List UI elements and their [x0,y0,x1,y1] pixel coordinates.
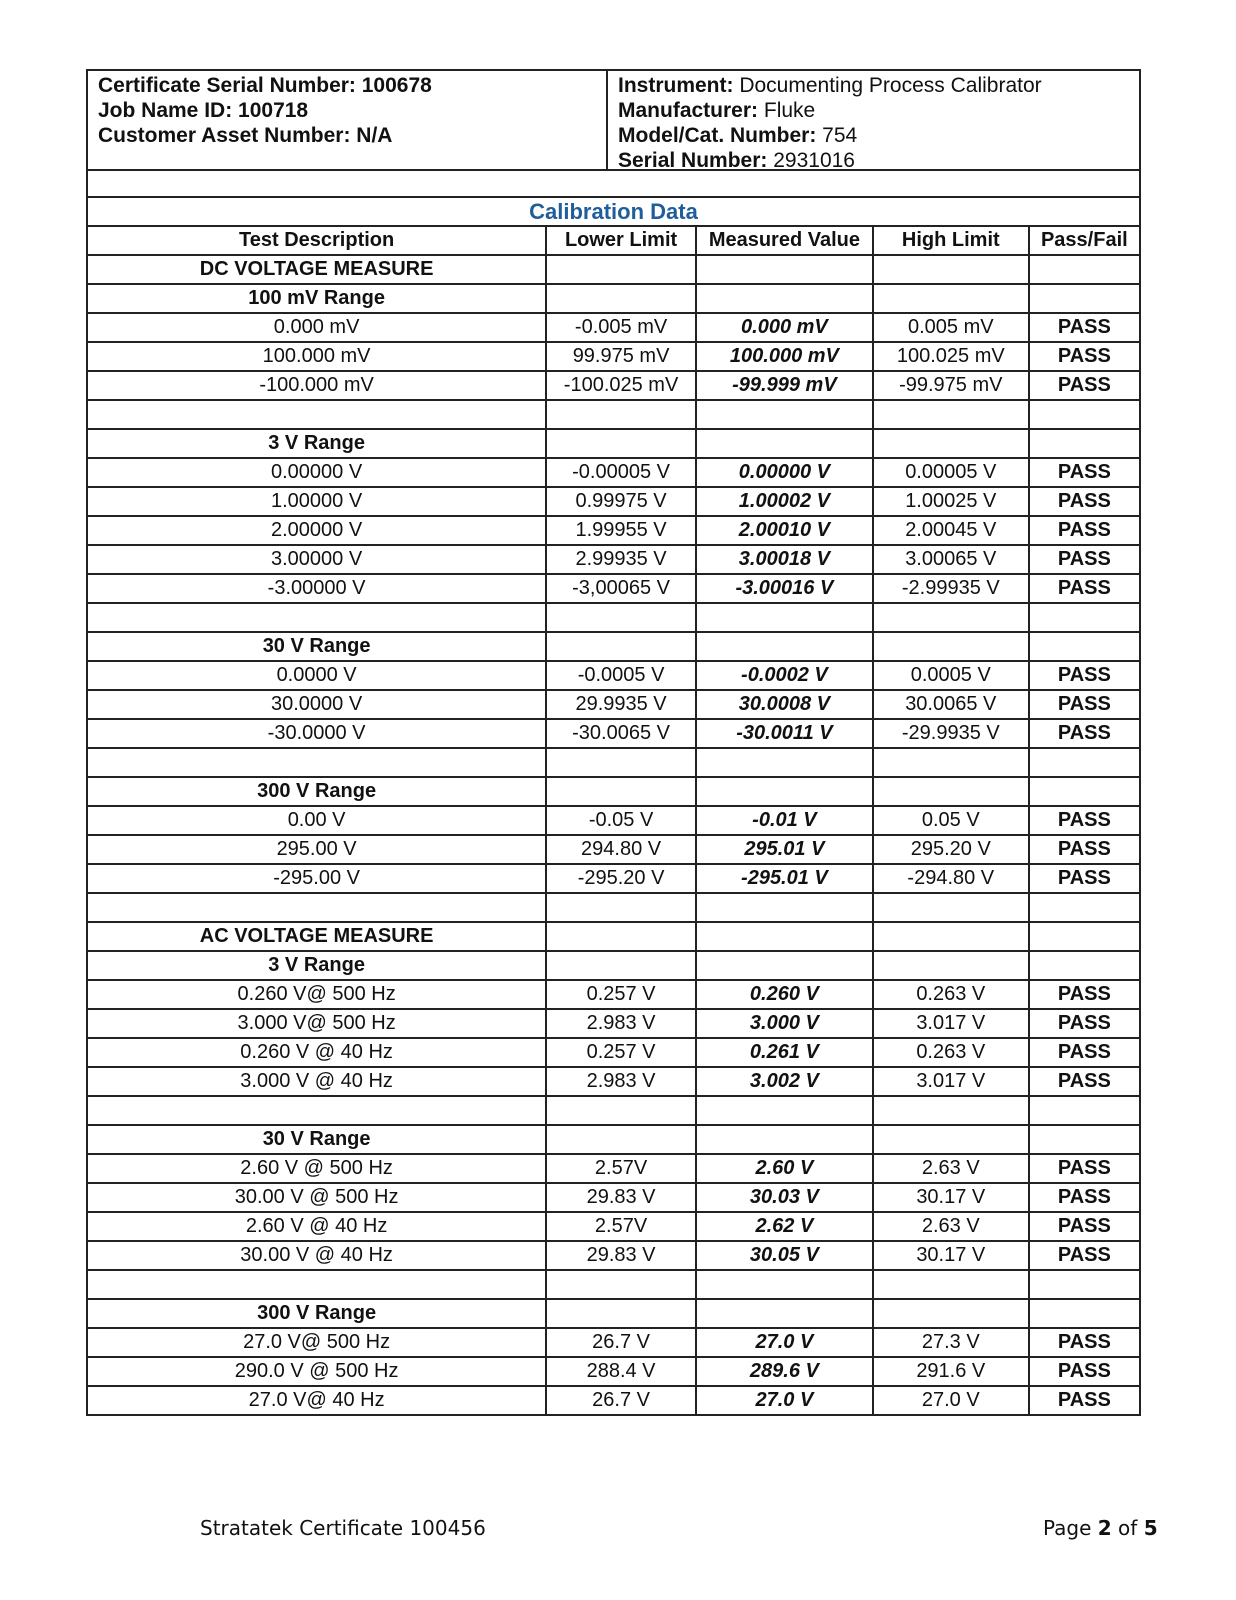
cell-measured-value: 3.000 V [696,1009,873,1038]
cell-measured-value: 27.0 V [696,1386,873,1415]
table-row [87,487,1140,516]
page-prefix: Page [1043,1516,1098,1540]
cell-measured-value: -3.00016 V [696,574,873,603]
cell-lower-limit [546,777,696,806]
cell-high-limit: 0.263 V [873,1038,1029,1067]
cell-pass-fail [1029,1096,1140,1125]
cell-test-description [87,603,546,632]
cell-high-limit: 2.00045 V [873,516,1029,545]
cell-measured-value [696,1125,873,1154]
cell-measured-value [696,400,873,429]
column-header-high-limit: High Limit [873,226,1029,255]
table-row [87,313,1140,342]
cell-lower-limit [546,893,696,922]
cell-measured-value [696,284,873,313]
cell-lower-limit [546,429,696,458]
cell-measured-value: -0.0002 V [696,661,873,690]
cell-lower-limit: -0.05 V [546,806,696,835]
cell-pass-fail: PASS [1029,690,1140,719]
cell-pass-fail: PASS [1029,371,1140,400]
group-row [87,1125,1140,1154]
cell-pass-fail [1029,1299,1140,1328]
cell-lower-limit [546,1125,696,1154]
cell-measured-value: 27.0 V [696,1328,873,1357]
table-title: Calibration Data [87,197,1140,226]
table-row [87,806,1140,835]
table-row [87,1386,1140,1415]
cell-pass-fail: PASS [1029,980,1140,1009]
model-value: 754 [816,124,858,147]
cell-test-description: 27.0 V@ 40 Hz [87,1386,546,1415]
header-spacer-row [86,169,1141,198]
cell-lower-limit: 2.983 V [546,1009,696,1038]
cell-lower-limit: -0.0005 V [546,661,696,690]
cell-measured-value [696,951,873,980]
cell-test-description: -30.0000 V [87,719,546,748]
cell-measured-value: 3.002 V [696,1067,873,1096]
cell-test-description: 3.000 V@ 500 Hz [87,1009,546,1038]
cell-test-description: -3.00000 V [87,574,546,603]
column-header-test-description: Test Description [87,226,546,255]
model-label: Model/Cat. Number: [618,124,817,147]
cell-lower-limit: 2.99935 V [546,545,696,574]
table-title-row [87,197,1140,226]
group-row [87,1299,1140,1328]
header-right [608,71,1139,172]
cell-test-description: 2.60 V @ 500 Hz [87,1154,546,1183]
cell-measured-value [696,429,873,458]
cell-pass-fail [1029,951,1140,980]
cell-test-description: 100.000 mV [87,342,546,371]
cell-lower-limit [546,400,696,429]
cell-pass-fail [1029,603,1140,632]
cell-lower-limit: 288.4 V [546,1357,696,1386]
customer-asset-number: Customer Asset Number: N/A [98,124,393,147]
cell-high-limit: 0.0005 V [873,661,1029,690]
cell-lower-limit: -30.0065 V [546,719,696,748]
certificate-serial-number: Certificate Serial Number: 100678 [98,74,432,97]
cell-pass-fail: PASS [1029,545,1140,574]
cell-measured-value: 0.260 V [696,980,873,1009]
cell-high-limit: 3.017 V [873,1067,1029,1096]
cell-test-description: -100.000 mV [87,371,546,400]
job-name-id: Job Name ID: 100718 [98,99,309,122]
table-row [87,1067,1140,1096]
cell-high-limit [873,777,1029,806]
cell-high-limit [873,429,1029,458]
certificate-header [86,69,1141,171]
cell-measured-value: 2.62 V [696,1212,873,1241]
cell-pass-fail: PASS [1029,1183,1140,1212]
cell-pass-fail: PASS [1029,1386,1140,1415]
cell-lower-limit [546,1270,696,1299]
cell-pass-fail: PASS [1029,458,1140,487]
cell-measured-value: 30.0008 V [696,690,873,719]
cell-test-description: 300 V Range [87,1299,546,1328]
cell-high-limit [873,603,1029,632]
cell-test-description [87,893,546,922]
cell-lower-limit: 2.57V [546,1154,696,1183]
cell-high-limit [873,1270,1029,1299]
cell-pass-fail [1029,1125,1140,1154]
group-row [87,284,1140,313]
cell-test-description [87,748,546,777]
cell-lower-limit: 29.83 V [546,1183,696,1212]
cell-measured-value: -295.01 V [696,864,873,893]
table-row [87,1212,1140,1241]
manufacturer-line [618,98,1129,123]
cell-high-limit: 30.17 V [873,1183,1029,1212]
cell-pass-fail: PASS [1029,1038,1140,1067]
cell-pass-fail: PASS [1029,806,1140,835]
serial-label: Serial Number: [618,149,768,172]
cell-measured-value: 0.261 V [696,1038,873,1067]
table-row [87,574,1140,603]
cell-high-limit [873,951,1029,980]
model-line [618,123,1129,148]
cell-pass-fail: PASS [1029,1154,1140,1183]
blank-row [87,893,1140,922]
blank-row [87,603,1140,632]
table-row [87,545,1140,574]
cell-test-description: 3.000 V @ 40 Hz [87,1067,546,1096]
group-row [87,429,1140,458]
calibration-data-table [86,196,1141,1416]
cell-test-description: 0.0000 V [87,661,546,690]
cell-measured-value [696,255,873,284]
cell-test-description: 30 V Range [87,632,546,661]
table-row [87,835,1140,864]
cell-high-limit [873,748,1029,777]
cell-test-description: 27.0 V@ 500 Hz [87,1328,546,1357]
cell-high-limit: -99.975 mV [873,371,1029,400]
cell-test-description: 0.260 V@ 500 Hz [87,980,546,1009]
cell-pass-fail: PASS [1029,313,1140,342]
column-header-pass-fail: Pass/Fail [1029,226,1140,255]
cell-high-limit [873,1096,1029,1125]
cell-pass-fail [1029,1270,1140,1299]
cell-test-description: DC VOLTAGE MEASURE [87,255,546,284]
cell-lower-limit: 2.983 V [546,1067,696,1096]
table-row [87,661,1140,690]
cell-lower-limit: 0.99975 V [546,487,696,516]
cell-high-limit [873,1299,1029,1328]
cell-high-limit [873,922,1029,951]
cell-pass-fail: PASS [1029,516,1140,545]
cell-measured-value [696,1270,873,1299]
table-row [87,458,1140,487]
cell-high-limit: 2.63 V [873,1212,1029,1241]
cell-pass-fail [1029,922,1140,951]
section-row [87,922,1140,951]
cell-measured-value: 2.60 V [696,1154,873,1183]
cell-test-description: 3 V Range [87,429,546,458]
cell-test-description [87,1270,546,1299]
cell-measured-value: -0.01 V [696,806,873,835]
cell-lower-limit [546,748,696,777]
cell-lower-limit: 26.7 V [546,1328,696,1357]
cell-pass-fail [1029,893,1140,922]
cell-high-limit: 291.6 V [873,1357,1029,1386]
blank-row [87,1270,1140,1299]
table-body [87,255,1140,1415]
cell-measured-value: 30.03 V [696,1183,873,1212]
table-row [87,1154,1140,1183]
cell-high-limit: 27.3 V [873,1328,1029,1357]
cell-high-limit: 100.025 mV [873,342,1029,371]
cell-lower-limit: -0.005 mV [546,313,696,342]
cell-measured-value [696,1299,873,1328]
cell-test-description: 2.60 V @ 40 Hz [87,1212,546,1241]
table-row [87,864,1140,893]
table-row [87,690,1140,719]
cell-high-limit: 295.20 V [873,835,1029,864]
cell-lower-limit: 29.9935 V [546,690,696,719]
cell-measured-value: -30.0011 V [696,719,873,748]
cell-pass-fail: PASS [1029,1009,1140,1038]
cell-lower-limit [546,1096,696,1125]
cell-high-limit: 30.17 V [873,1241,1029,1270]
table-row [87,719,1140,748]
header-left [88,71,608,169]
cell-lower-limit: -100.025 mV [546,371,696,400]
cell-high-limit [873,893,1029,922]
cell-pass-fail: PASS [1029,574,1140,603]
cell-test-description: 1.00000 V [87,487,546,516]
cell-lower-limit [546,922,696,951]
cell-lower-limit [546,255,696,284]
cell-high-limit [873,255,1029,284]
table-row [87,1009,1140,1038]
cell-high-limit [873,1125,1029,1154]
cell-pass-fail: PASS [1029,487,1140,516]
cell-high-limit: 1.00025 V [873,487,1029,516]
cell-high-limit: 0.005 mV [873,313,1029,342]
manufacturer-value: Fluke [758,99,816,122]
cell-high-limit: 0.05 V [873,806,1029,835]
cell-lower-limit: 294.80 V [546,835,696,864]
table-row [87,1183,1140,1212]
group-row [87,777,1140,806]
cell-pass-fail: PASS [1029,1241,1140,1270]
cell-measured-value: 0.00000 V [696,458,873,487]
cell-lower-limit: 99.975 mV [546,342,696,371]
cell-pass-fail: PASS [1029,1328,1140,1357]
cell-lower-limit: 29.83 V [546,1241,696,1270]
cell-test-description: 30.0000 V [87,690,546,719]
cell-test-description [87,1096,546,1125]
cell-measured-value: 1.00002 V [696,487,873,516]
cell-high-limit: 0.263 V [873,980,1029,1009]
table-row [87,980,1140,1009]
cell-measured-value [696,603,873,632]
cell-test-description: 100 mV Range [87,284,546,313]
cell-high-limit: 27.0 V [873,1386,1029,1415]
column-header-row [87,226,1140,255]
instrument-label: Instrument: [618,74,734,97]
cell-pass-fail [1029,777,1140,806]
instrument-value: Documenting Process Calibrator [733,74,1042,97]
cell-pass-fail: PASS [1029,719,1140,748]
cell-lower-limit: 0.257 V [546,980,696,1009]
page-current: 2 [1097,1516,1112,1540]
table-row [87,1328,1140,1357]
cell-pass-fail: PASS [1029,1357,1140,1386]
cell-measured-value: 100.000 mV [696,342,873,371]
cell-lower-limit [546,951,696,980]
cell-test-description: 0.260 V @ 40 Hz [87,1038,546,1067]
table-row [87,342,1140,371]
cell-lower-limit: 2.57V [546,1212,696,1241]
cell-test-description: 0.00000 V [87,458,546,487]
cell-test-description [87,400,546,429]
table-row [87,1241,1140,1270]
cell-pass-fail: PASS [1029,1067,1140,1096]
cell-test-description: 30 V Range [87,1125,546,1154]
cell-lower-limit: -0.00005 V [546,458,696,487]
footer-certificate-label: Stratatek Certificate 100456 [200,1516,486,1540]
cell-test-description: 30.00 V @ 500 Hz [87,1183,546,1212]
table-row [87,1357,1140,1386]
cell-high-limit: 30.0065 V [873,690,1029,719]
blank-row [87,400,1140,429]
cell-lower-limit [546,632,696,661]
cell-test-description: 295.00 V [87,835,546,864]
group-row [87,632,1140,661]
blank-row [87,748,1140,777]
cell-pass-fail: PASS [1029,661,1140,690]
cell-measured-value: 3.00018 V [696,545,873,574]
cell-test-description: 3 V Range [87,951,546,980]
section-row [87,255,1140,284]
cell-lower-limit: -295.20 V [546,864,696,893]
group-row [87,951,1140,980]
cell-high-limit: 3.00065 V [873,545,1029,574]
cell-high-limit [873,632,1029,661]
cell-measured-value [696,748,873,777]
cell-test-description: 0.00 V [87,806,546,835]
cell-measured-value: 0.000 mV [696,313,873,342]
table-row [87,516,1140,545]
cell-test-description: 3.00000 V [87,545,546,574]
cell-high-limit: 3.017 V [873,1009,1029,1038]
cell-measured-value: 289.6 V [696,1357,873,1386]
cell-measured-value [696,893,873,922]
cell-test-description: 300 V Range [87,777,546,806]
page-total: 5 [1143,1516,1158,1540]
cell-high-limit [873,400,1029,429]
table-row [87,1038,1140,1067]
manufacturer-label: Manufacturer: [618,99,759,122]
blank-row [87,1096,1140,1125]
table-row [87,371,1140,400]
cell-test-description: 290.0 V @ 500 Hz [87,1357,546,1386]
cell-high-limit: -294.80 V [873,864,1029,893]
cell-high-limit [873,284,1029,313]
cell-high-limit: -2.99935 V [873,574,1029,603]
cell-lower-limit [546,284,696,313]
cell-test-description: AC VOLTAGE MEASURE [87,922,546,951]
cell-lower-limit [546,1299,696,1328]
cell-pass-fail [1029,632,1140,661]
cell-measured-value: 295.01 V [696,835,873,864]
cell-lower-limit: 26.7 V [546,1386,696,1415]
cell-high-limit: -29.9935 V [873,719,1029,748]
cell-test-description: -295.00 V [87,864,546,893]
cell-pass-fail [1029,748,1140,777]
column-header-measured-value: Measured Value [696,226,873,255]
cell-high-limit: 0.00005 V [873,458,1029,487]
cell-pass-fail: PASS [1029,342,1140,371]
cell-pass-fail: PASS [1029,864,1140,893]
cell-pass-fail: PASS [1029,1212,1140,1241]
footer-page-number [1043,1516,1158,1540]
cell-test-description: 30.00 V @ 40 Hz [87,1241,546,1270]
cell-lower-limit: -3,00065 V [546,574,696,603]
cell-measured-value [696,1096,873,1125]
cell-lower-limit: 0.257 V [546,1038,696,1067]
cell-measured-value [696,632,873,661]
cell-pass-fail [1029,284,1140,313]
cell-measured-value [696,922,873,951]
cell-lower-limit [546,603,696,632]
cell-pass-fail: PASS [1029,835,1140,864]
cell-test-description: 2.00000 V [87,516,546,545]
column-header-lower-limit: Lower Limit [546,226,696,255]
cell-lower-limit: 1.99955 V [546,516,696,545]
page-middle: of [1111,1516,1144,1540]
cell-measured-value: 2.00010 V [696,516,873,545]
cell-measured-value: 30.05 V [696,1241,873,1270]
serial-value: 2931016 [767,149,855,172]
cell-measured-value [696,777,873,806]
cell-pass-fail [1029,400,1140,429]
cell-measured-value: -99.999 mV [696,371,873,400]
cell-high-limit: 2.63 V [873,1154,1029,1183]
cell-pass-fail [1029,429,1140,458]
instrument-line [618,73,1129,98]
cell-pass-fail [1029,255,1140,284]
cell-test-description: 0.000 mV [87,313,546,342]
